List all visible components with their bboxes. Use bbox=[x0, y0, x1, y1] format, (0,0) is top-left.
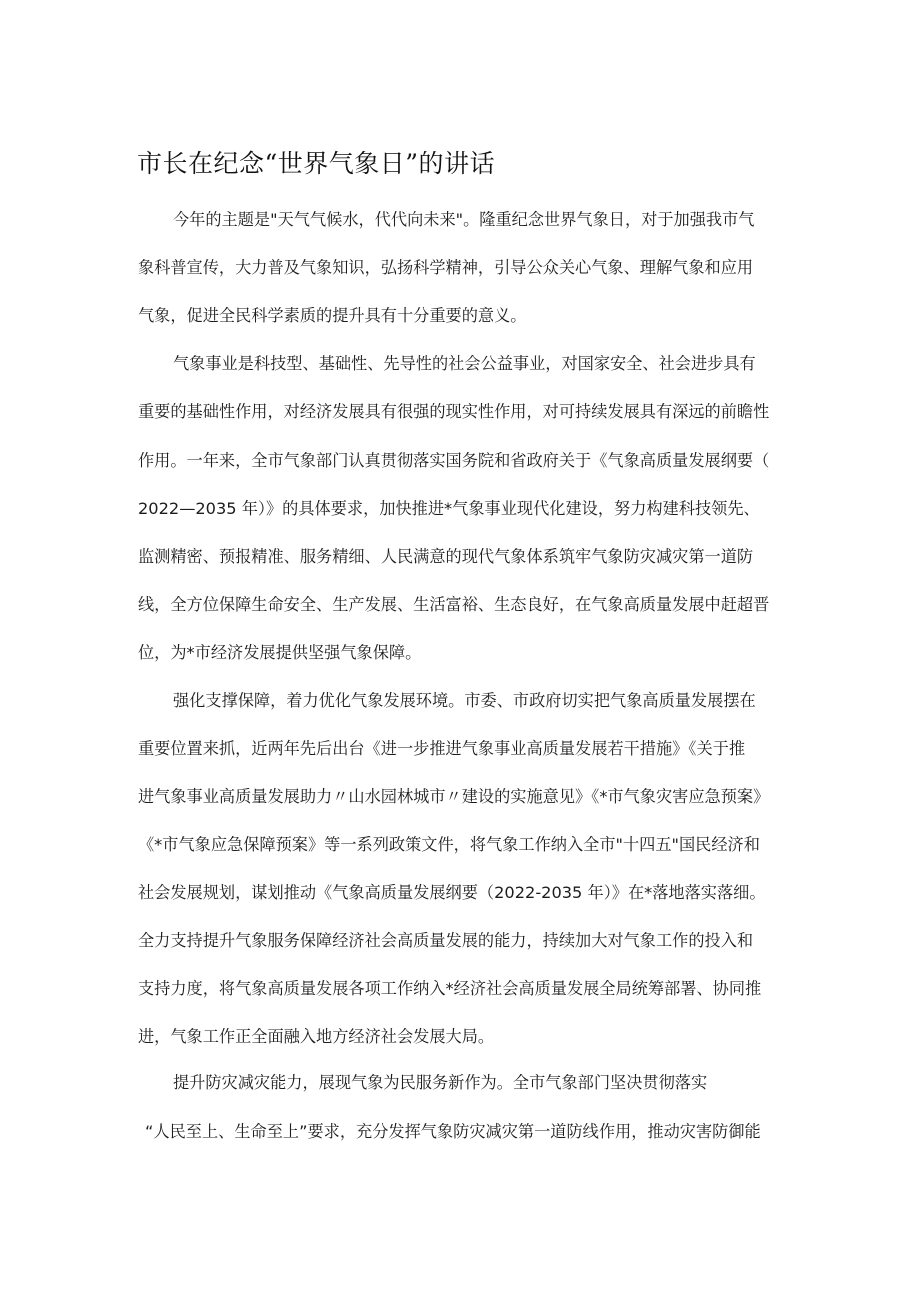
page-title: 市长在纪念“世界气象日”的讲话 bbox=[137, 149, 496, 178]
paragraph-line: 象科普宣传，大力普及气象知识，弘扬科学精神，引导公众关心气象、理解气象和应用 bbox=[138, 258, 754, 277]
paragraph-line: 进，气象工作正全面融入地方经济社会发展大局。 bbox=[138, 1027, 495, 1046]
paragraph-line: 进气象事业高质量发展助力〃山水园林城市〃建设的实施意见》《*市气象灾害应急预案》 bbox=[138, 787, 770, 806]
paragraph-line: 重要位置来抓，近两年先后出台《进一步推进气象事业高质量发展若干措施》《关于推 bbox=[138, 739, 746, 758]
paragraph-line: 位，为*市经济发展提供坚强气象保障。 bbox=[138, 643, 422, 662]
paragraph-line: 支持力度，将气象高质量发展各项工作纳入*经济社会高质量发展全局统筹部署、协同推 bbox=[138, 979, 762, 998]
paragraph-line: 提升防灾减灾能力，展现气象为民服务新作为。全市气象部门坚决贯彻落实 bbox=[173, 1073, 708, 1092]
paragraph-line: “人民至上、生命至上”要求，充分发挥气象防灾减灾第一道防线作用，推动灾害防御能 bbox=[145, 1122, 761, 1141]
paragraph-line: 今年的主题是"天气气候水，代代向未来"。隆重纪念世界气象日，对于加强我市气 bbox=[173, 210, 755, 229]
paragraph-line: 线，全方位保障生命安全、生产发展、生活富裕、生态良好，在气象高质量发展中赶超晋 bbox=[138, 595, 770, 614]
paragraph-line: 《*市气象应急保障预案》等一系列政策文件，将气象工作纳入全市"十四五"国民经济和 bbox=[138, 835, 760, 854]
paragraph-line: 社会发展规划，谋划推动《气象高质量发展纲要（2022-2035 年）》在*落地落实落细。 bbox=[138, 883, 766, 902]
paragraph-line: 强化支撑保障，着力优化气象发展环境。市委、市政府切实把气象高质量发展摆在 bbox=[173, 691, 756, 710]
paragraph-line: 全力支持提升气象服务保障经济社会高质量发展的能力，持续加大对气象工作的投入和 bbox=[138, 931, 754, 950]
paragraph-line: 监测精密、预报精准、服务精细、人民满意的现代气象体系筑牢气象防灾减灾第一道防 bbox=[138, 547, 754, 566]
paragraph-line: 气象，促进全民科学素质的提升具有十分重要的意义。 bbox=[138, 306, 527, 325]
paragraph-line: 重要的基础性作用，对经济发展具有很强的现实性作用，对可持续发展具有深远的前瞻性 bbox=[138, 402, 770, 421]
paragraph-line: 2022—2035 年）》的具体要求，加快推进*气象事业现代化建设，努力构建科技领先、 bbox=[138, 499, 760, 518]
paragraph-line: 作用。一年来，全市气象部门认真贯彻落实国务院和省政府关于《气象高质量发展纲要（ bbox=[138, 451, 770, 470]
paragraph-line: 气象事业是科技型、基础性、先导性的社会公益事业，对国家安全、社会进步具有 bbox=[173, 354, 756, 373]
